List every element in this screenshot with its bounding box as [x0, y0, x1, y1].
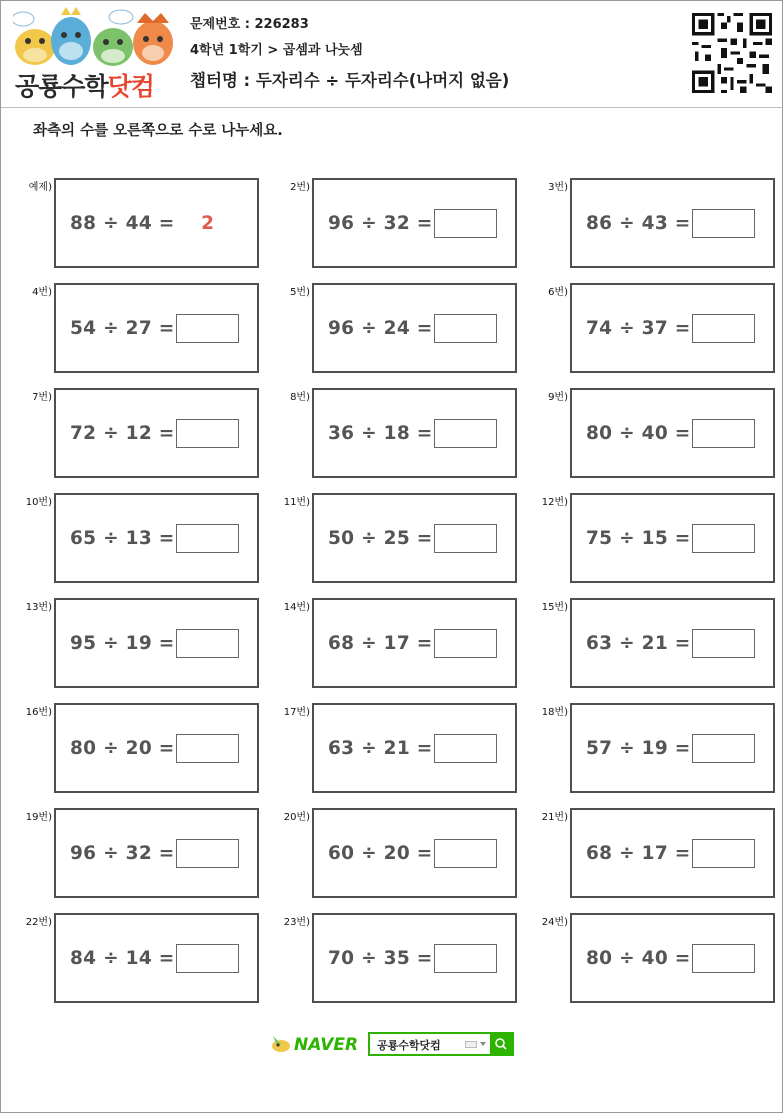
problem-box [312, 283, 517, 373]
equals-sign: = [158, 423, 175, 444]
division-expression [70, 423, 175, 444]
problem-number-label: 21번) [541, 812, 568, 823]
divisor: 19 [641, 738, 669, 759]
answer-input-box[interactable] [692, 839, 755, 868]
problem-item [259, 913, 517, 1003]
division-expression [586, 318, 691, 339]
problem-item [259, 388, 517, 478]
dividend: 80 [70, 738, 97, 759]
logo [13, 7, 175, 99]
chevron-down-icon[interactable] [480, 1042, 486, 1046]
operator: ÷ [103, 528, 119, 549]
problem-item [1, 388, 259, 478]
operator: ÷ [619, 318, 635, 339]
operator: ÷ [103, 633, 119, 654]
problem-item [517, 703, 775, 793]
problem-number-label: 23번) [283, 917, 310, 928]
equals-sign: = [416, 948, 433, 969]
problem-item [517, 283, 775, 373]
division-expression [70, 633, 175, 654]
equals-sign: = [158, 528, 175, 549]
dividend: 60 [328, 843, 355, 864]
operator: ÷ [103, 843, 119, 864]
dividend: 70 [328, 948, 355, 969]
dividend: 80 [586, 948, 613, 969]
operator: ÷ [619, 738, 635, 759]
problem-number-label: 13번) [25, 602, 52, 613]
problem-item [259, 598, 517, 688]
operator: ÷ [361, 213, 377, 234]
divisor: 35 [383, 948, 411, 969]
equals-sign: = [416, 633, 433, 654]
instruction-text: 좌측의 수를 오른쪽으로 수로 나누세요. [33, 123, 283, 139]
dividend: 96 [70, 843, 97, 864]
answer-input-box[interactable] [692, 629, 755, 658]
dividend: 96 [328, 318, 355, 339]
equals-sign: = [416, 738, 433, 759]
problem-box [312, 808, 517, 898]
problem-item [259, 703, 517, 793]
divisor: 43 [641, 213, 669, 234]
problem-box [54, 598, 259, 688]
division-expression [328, 213, 433, 234]
divisor: 40 [641, 948, 669, 969]
problem-box [570, 808, 775, 898]
division-expression [586, 843, 691, 864]
problem-box [54, 493, 259, 583]
course-breadcrumb: 4학년 1학기 > 곱셈과 나눗셈 [190, 43, 363, 58]
problem-item [1, 283, 259, 373]
operator: ÷ [361, 948, 377, 969]
answer-input-box[interactable] [176, 734, 239, 763]
problem-number-label: 4번) [32, 287, 52, 298]
chapter-title: 챕터명 : 두자리수 ÷ 두자리수(나머지 없음) [190, 71, 510, 90]
division-expression [328, 843, 433, 864]
equals-sign: = [674, 423, 691, 444]
answer-input-box[interactable] [434, 524, 497, 553]
problem-item [517, 493, 775, 583]
divisor: 14 [125, 948, 153, 969]
answer-input-box[interactable] [692, 314, 755, 343]
operator: ÷ [103, 738, 119, 759]
dividend: 54 [70, 318, 97, 339]
answer-input-box[interactable] [692, 209, 755, 238]
divisor: 17 [383, 633, 411, 654]
equals-sign: = [416, 423, 433, 444]
equals-sign: = [158, 738, 175, 759]
problem-item [517, 388, 775, 478]
operator: ÷ [361, 423, 377, 444]
divisor: 21 [641, 633, 669, 654]
answer-input-box[interactable] [434, 629, 497, 658]
division-expression [328, 318, 433, 339]
problem-box [54, 178, 259, 268]
divisor: 32 [125, 843, 153, 864]
problem-box [312, 388, 517, 478]
division-expression [328, 423, 433, 444]
problem-number-label: 17번) [283, 707, 310, 718]
operator: ÷ [103, 423, 119, 444]
divisor: 20 [125, 738, 153, 759]
operator: ÷ [361, 738, 377, 759]
problem-number-label: 10번) [25, 497, 52, 508]
equals-sign: = [416, 318, 433, 339]
dividend: 68 [328, 633, 355, 654]
search-icon [490, 1034, 512, 1054]
operator: ÷ [361, 633, 377, 654]
divisor: 32 [383, 213, 411, 234]
equals-sign: = [416, 213, 433, 234]
problem-number-label: 6번) [548, 287, 568, 298]
problem-number-label: 24번) [541, 917, 568, 928]
divisor: 25 [383, 528, 411, 549]
operator: ÷ [619, 423, 635, 444]
dividend: 96 [328, 213, 355, 234]
problem-box [54, 388, 259, 478]
divisor: 13 [125, 528, 153, 549]
problem-number-label: 예제) [28, 182, 52, 193]
problem-box [312, 703, 517, 793]
problem-box [54, 913, 259, 1003]
problem-number-label: 8번) [290, 392, 310, 403]
problem-box [312, 598, 517, 688]
problem-number-label: 22번) [25, 917, 52, 928]
dividend: 75 [586, 528, 613, 549]
problem-box [312, 913, 517, 1003]
problem-number-label: 20번) [283, 812, 310, 823]
problem-item [259, 493, 517, 583]
divisor: 24 [383, 318, 411, 339]
divisor: 20 [383, 843, 411, 864]
search-button[interactable] [490, 1034, 512, 1054]
dividend: 84 [70, 948, 97, 969]
problem-number: 문제번호 : 226283 [190, 17, 309, 32]
dividend: 65 [70, 528, 97, 549]
dividend: 72 [70, 423, 97, 444]
problem-item [259, 178, 517, 268]
problem-box [312, 178, 517, 268]
problem-item [1, 493, 259, 583]
equals-sign: = [674, 528, 691, 549]
divisor: 21 [383, 738, 411, 759]
dividend: 57 [586, 738, 613, 759]
dividend: 86 [586, 213, 613, 234]
problem-item [1, 913, 259, 1003]
naver-brand: NAVER [294, 1035, 359, 1055]
dividend: 68 [586, 843, 613, 864]
equals-sign: = [674, 633, 691, 654]
operator: ÷ [361, 843, 377, 864]
answer-input-box[interactable] [176, 419, 239, 448]
division-expression [586, 633, 691, 654]
dividend: 74 [586, 318, 613, 339]
dividend: 63 [328, 738, 355, 759]
division-expression [328, 528, 433, 549]
dinosaur-mascots-icon [13, 7, 175, 69]
division-expression [586, 738, 691, 759]
problem-item [1, 178, 259, 268]
divisor: 17 [641, 843, 669, 864]
equals-sign: = [416, 843, 433, 864]
keyboard-icon[interactable] [465, 1041, 477, 1048]
operator: ÷ [619, 528, 635, 549]
answer-input-box[interactable] [176, 629, 239, 658]
equals-sign: = [674, 213, 691, 234]
problem-number-label: 15번) [541, 602, 568, 613]
dividend: 88 [70, 213, 97, 234]
operator: ÷ [103, 213, 119, 234]
problem-number-label: 5번) [290, 287, 310, 298]
answer-input-box[interactable] [434, 839, 497, 868]
problem-box [570, 703, 775, 793]
answer-input-box[interactable] [692, 734, 755, 763]
answer-input-box[interactable] [434, 944, 497, 973]
answer-input-box[interactable] [692, 944, 755, 973]
division-expression [70, 738, 175, 759]
naver-leaf-icon [269, 1032, 293, 1056]
division-expression [328, 948, 433, 969]
dividend: 36 [328, 423, 355, 444]
problem-box [570, 493, 775, 583]
search-input[interactable]: 공룡수학닷컴 [377, 1039, 441, 1052]
division-expression [586, 213, 691, 234]
equals-sign: = [158, 318, 175, 339]
division-expression [70, 528, 175, 549]
problem-number-label: 3번) [548, 182, 568, 193]
problem-number-label: 11번) [283, 497, 310, 508]
problem-box [54, 703, 259, 793]
divisor: 37 [641, 318, 669, 339]
answer-input-box[interactable] [692, 419, 755, 448]
problem-item [259, 283, 517, 373]
qr-code-icon [692, 13, 772, 93]
problem-number-label: 14번) [283, 602, 310, 613]
operator: ÷ [103, 318, 119, 339]
answer-input-box[interactable] [434, 734, 497, 763]
answer-input-box[interactable] [434, 419, 497, 448]
equals-sign: = [674, 318, 691, 339]
problem-number-label: 9번) [548, 392, 568, 403]
naver-search-box[interactable] [368, 1032, 514, 1056]
problem-box [570, 913, 775, 1003]
answer-input-box[interactable] [176, 944, 239, 973]
logo-text: 공룡수학닷컴 [15, 72, 154, 101]
equals-sign: = [158, 843, 175, 864]
dividend: 95 [70, 633, 97, 654]
problem-box [570, 388, 775, 478]
operator: ÷ [619, 213, 635, 234]
problem-number-label: 2번) [290, 182, 310, 193]
equals-sign: = [416, 528, 433, 549]
problem-box [570, 178, 775, 268]
problem-number-label: 16번) [25, 707, 52, 718]
divisor: 15 [641, 528, 669, 549]
operator: ÷ [103, 948, 119, 969]
operator: ÷ [619, 948, 635, 969]
divisor: 18 [383, 423, 411, 444]
problem-box [54, 283, 259, 373]
problem-number-label: 19번) [25, 812, 52, 823]
divisor: 27 [125, 318, 153, 339]
header [1, 1, 783, 108]
division-expression [586, 528, 691, 549]
division-expression [328, 633, 433, 654]
dividend: 50 [328, 528, 355, 549]
equals-sign: = [674, 738, 691, 759]
divisor: 40 [641, 423, 669, 444]
operator: ÷ [361, 528, 377, 549]
dividend: 80 [586, 423, 613, 444]
problem-box [570, 283, 775, 373]
problem-box [312, 493, 517, 583]
problem-item [1, 808, 259, 898]
division-expression [328, 738, 433, 759]
divisor: 44 [125, 213, 153, 234]
problem-number-label: 7번) [32, 392, 52, 403]
division-expression [586, 948, 691, 969]
problem-item [517, 598, 775, 688]
answer-input-box[interactable] [434, 209, 497, 238]
problem-item [517, 178, 775, 268]
example-answer: 2 [201, 213, 214, 234]
operator: ÷ [361, 318, 377, 339]
answer-input-box[interactable] [176, 839, 239, 868]
division-expression [70, 318, 175, 339]
problem-number-label: 18번) [541, 707, 568, 718]
operator: ÷ [619, 633, 635, 654]
divisor: 12 [125, 423, 153, 444]
divisor: 19 [125, 633, 153, 654]
division-expression [70, 213, 175, 234]
problem-item [1, 598, 259, 688]
equals-sign: = [158, 633, 175, 654]
dividend: 63 [586, 633, 613, 654]
answer-input-box[interactable] [434, 314, 497, 343]
problem-item [517, 913, 775, 1003]
problem-item [517, 808, 775, 898]
problem-item [259, 808, 517, 898]
division-expression [586, 423, 691, 444]
division-expression [70, 843, 175, 864]
equals-sign: = [158, 948, 175, 969]
problem-item [1, 703, 259, 793]
problem-box [54, 808, 259, 898]
equals-sign: = [674, 948, 691, 969]
problem-box [570, 598, 775, 688]
equals-sign: = [158, 213, 175, 234]
answer-input-box[interactable] [692, 524, 755, 553]
operator: ÷ [619, 843, 635, 864]
problem-number-label: 12번) [541, 497, 568, 508]
answer-input-box[interactable] [176, 524, 239, 553]
equals-sign: = [674, 843, 691, 864]
division-expression [70, 948, 175, 969]
answer-input-box[interactable] [176, 314, 239, 343]
